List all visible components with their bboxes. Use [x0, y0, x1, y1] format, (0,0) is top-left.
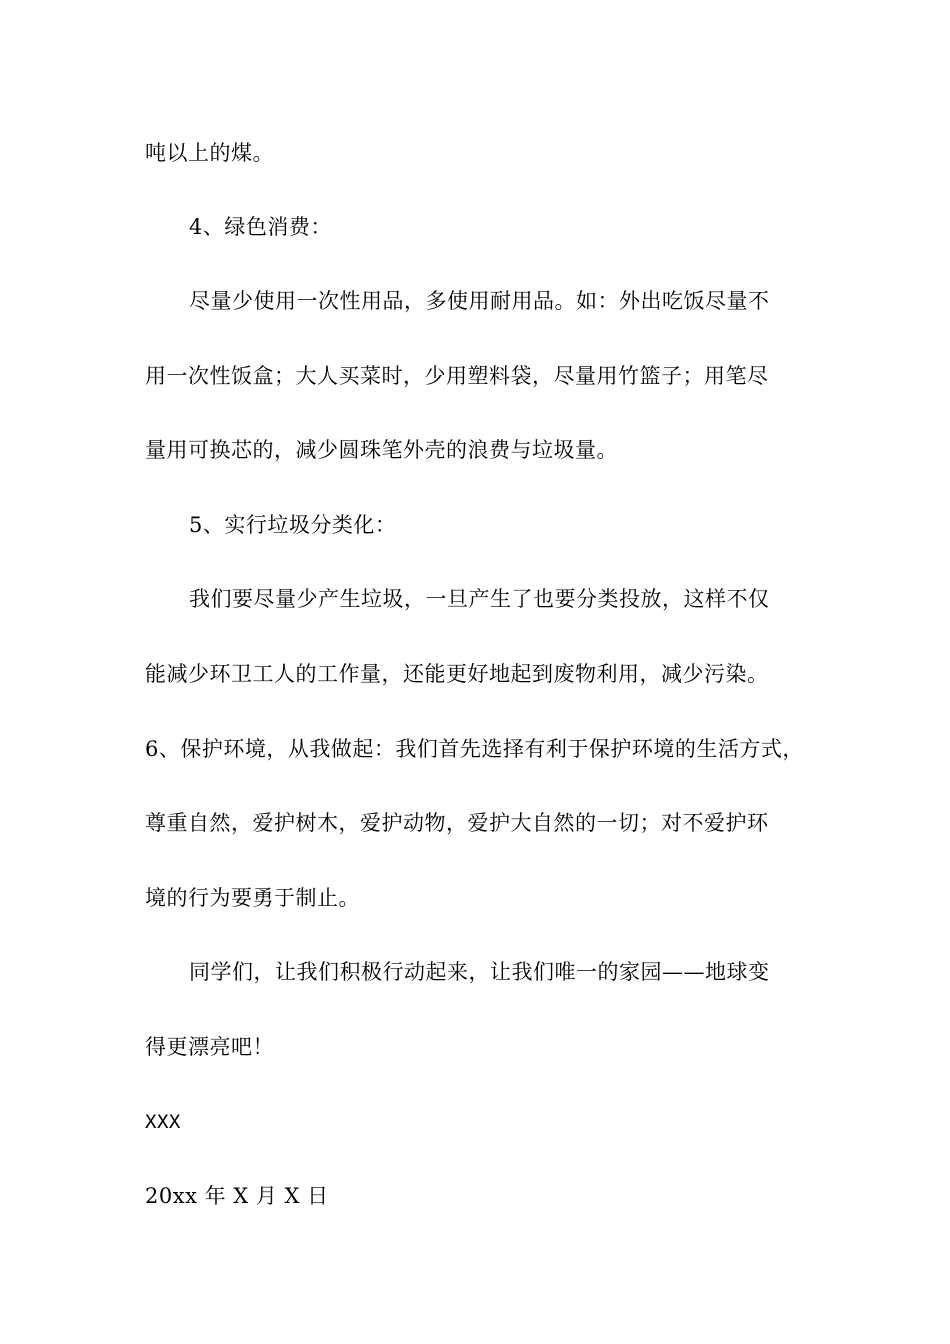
- text-line-1: 吨以上的煤。: [145, 141, 274, 165]
- text-line-5: 量用可换芯的，减少圆珠笔外壳的浪费与垃圾量。: [145, 438, 618, 462]
- section-heading-4: 4、绿色消费：: [189, 215, 332, 239]
- text-line-4: 用一次性饭盒；大人买菜时，少用塑料袋，尽量用竹篮子；用笔尽: [145, 364, 769, 388]
- text-line-12: 同学们，让我们积极行动起来，让我们唯一的家园——地球变: [189, 960, 770, 984]
- text-line-8: 能减少环卫工人的工作量，还能更好地起到废物利用，减少污染。: [145, 662, 769, 686]
- date: 20xx 年 X 月 X 日: [145, 1184, 329, 1208]
- section-heading-6: 6、保护环境，从我做起：我们首先选择有利于保护环境的生活方式，: [145, 737, 804, 761]
- text-line-10: 尊重自然，爱护树木，爱护动物，爱护大自然的一切；对不爱护环: [145, 811, 769, 835]
- signature: XXX: [145, 1111, 181, 1133]
- text-line-7: 我们要尽量少产生垃圾，一旦产生了也要分类投放，这样不仅: [189, 587, 770, 611]
- text-line-13: 得更漂亮吧！: [145, 1035, 274, 1059]
- section-heading-5: 5、实行垃圾分类化：: [189, 513, 397, 537]
- text-line-3: 尽量少使用一次性用品，多使用耐用品。如：外出吃饭尽量不: [189, 289, 770, 313]
- text-line-11: 境的行为要勇于制止。: [145, 886, 360, 910]
